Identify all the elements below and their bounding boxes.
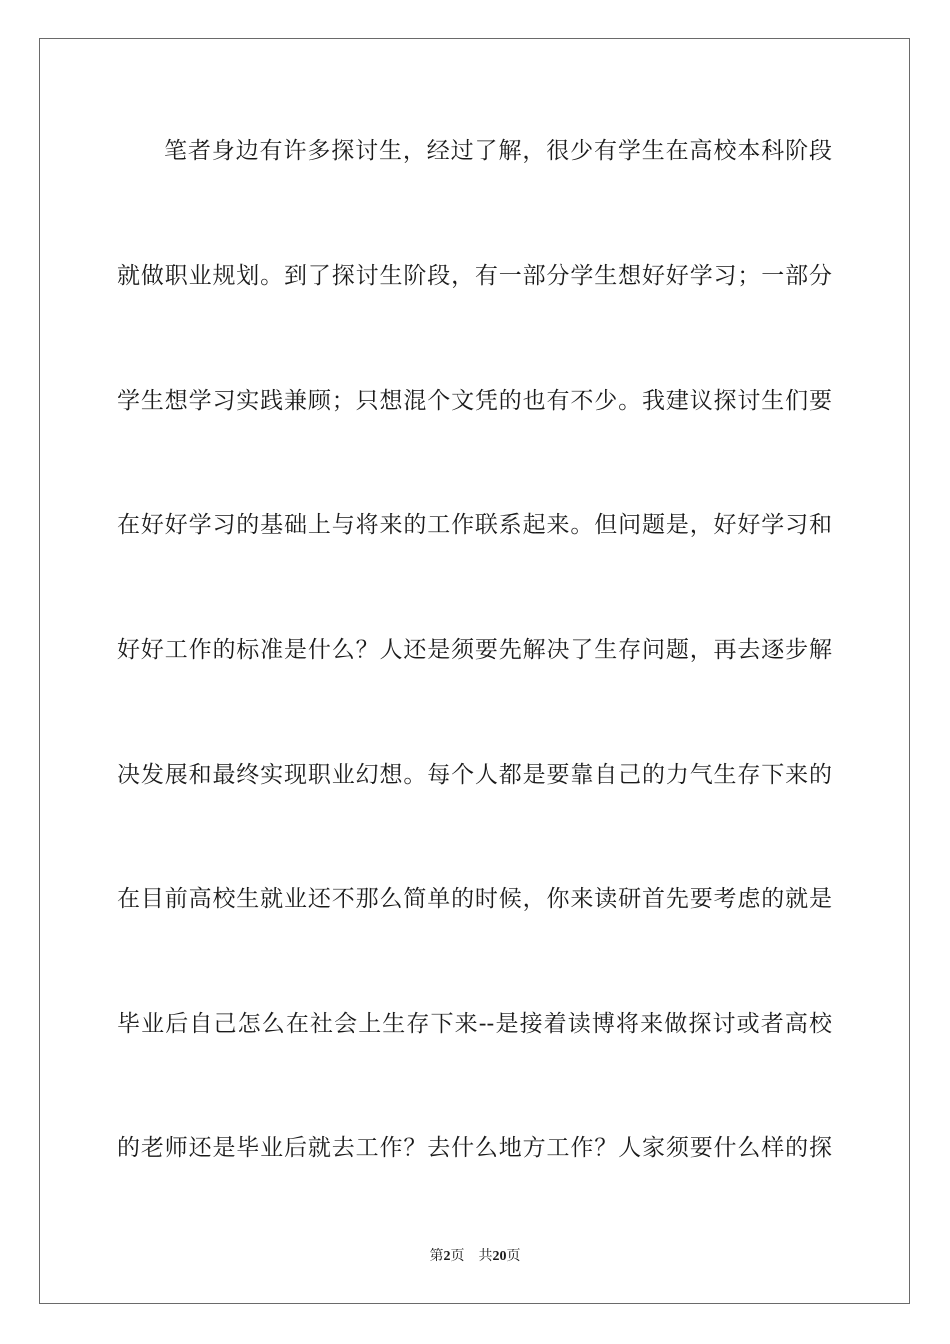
- total-prefix: 共: [478, 1249, 493, 1264]
- paragraph-line: 在目前高校生就业还不那么简单的时候，你来读研首先要考虑的就是: [117, 886, 832, 912]
- total-suffix: 页: [506, 1249, 521, 1264]
- paragraph-line: 决发展和最终实现职业幻想。每个人都是要靠自己的力气生存下来的: [117, 762, 832, 788]
- page-border: [39, 38, 910, 1304]
- paragraph-line: 学生想学习实践兼顾；只想混个文凭的也有不少。我建议探讨生们要: [117, 388, 832, 414]
- paragraph-line: 笔者身边有许多探讨生，经过了解，很少有学生在高校本科阶段: [164, 138, 832, 164]
- page-suffix: 页: [450, 1249, 465, 1264]
- paragraph-line: 好好工作的标准是什么？人还是须要先解决了生存问题，再去逐步解: [117, 637, 832, 663]
- page-number: 2: [443, 1249, 451, 1264]
- paragraph-line: 就做职业规划。到了探讨生阶段，有一部分学生想好好学习；一部分: [117, 263, 832, 289]
- page-prefix: 第: [429, 1249, 444, 1264]
- paragraph-line: 毕业后自己怎么在社会上生存下来--是接着读博将来做探讨或者高校: [117, 1011, 832, 1037]
- paragraph-line: 的老师还是毕业后就去工作？去什么地方工作？人家须要什么样的探: [117, 1135, 832, 1161]
- paragraph-line: 在好好学习的基础上与将来的工作联系起来。但问题是，好好学习和: [117, 512, 832, 538]
- page-footer: [0, 1245, 950, 1265]
- total-pages: 20: [492, 1249, 507, 1264]
